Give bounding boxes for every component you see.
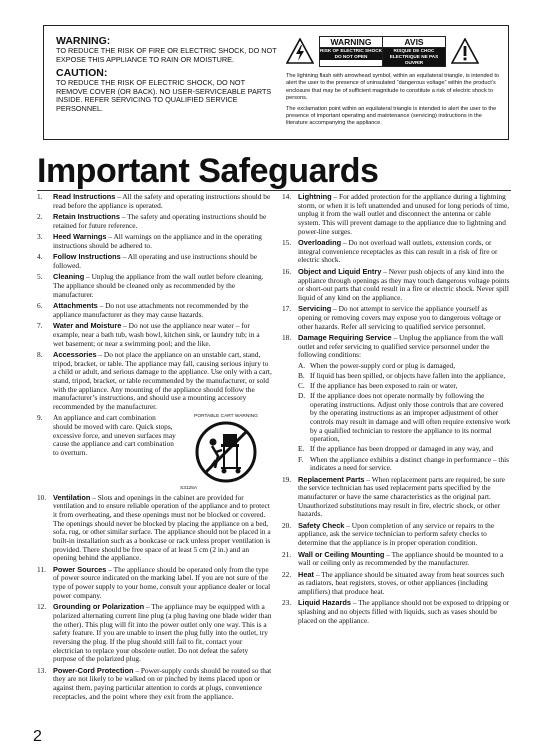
caution-text: TO REDUCE THE RISK OF ELECTRIC SHOCK, DO NOT REMOVE COVER (OR BACK). NO USER-SERVICEABLE PARTS INSIDE. REFER SERVICING TO QUALIFIED SERVICE PERSONNEL. xyxy=(56,78,272,113)
item-number: 4. xyxy=(37,252,43,262)
label-avis-sub: RISQUE DE CHOC ELECTRIQUE NE PAS OUVRIR xyxy=(383,48,445,66)
item-number: 7. xyxy=(37,321,43,331)
item-text: – Slots and openings in the cabinet are provided for ventilation and to ensure reliable operation of the appliance and to protect it from overheating, and these openings must not be blocked or covered. The openings should never be blocked by placing the appliance on a bed, sofa, rug, or other similar surface. The appliance should not be placed in a built-in installation such as a bookcase or rack unless proper ventilation is provided. There should be free space of at least 5 cm (2 in.) and an opening behind the appliance. xyxy=(53,492,271,563)
item-number: 5. xyxy=(37,272,43,282)
list-item xyxy=(37,566,272,601)
label-avis: AVIS xyxy=(383,37,445,48)
sub-text: If the appliance does not operate normally by following the operating instructions. Adjust only those controls that are covered by the operating instructions as an improper adjustment of other controls may result in damage and will often require extensive work by a qualified technician to restore the appliance to its normal operation, xyxy=(310,390,511,444)
item-number: 19. xyxy=(282,474,292,484)
item-heading: Power-Cord Protection xyxy=(53,665,134,675)
item-text: – Never push objects of any kind into the appliance through openings as they may touch dangerous voltage points or short-out parts that could result in a fire or electric shock. Never spill liquid of any kind on the appliance. xyxy=(298,266,510,302)
list-item xyxy=(282,476,511,519)
item-number: 11. xyxy=(37,564,46,574)
item-heading: Servicing xyxy=(298,304,332,314)
sub-condition xyxy=(298,372,511,381)
sub-text: If the appliance has been dropped or damaged in any way, and xyxy=(310,444,494,454)
item-heading: Accessories xyxy=(53,350,97,360)
item-heading: Liquid Hazards xyxy=(298,598,351,608)
item-number: 2. xyxy=(37,212,43,222)
list-item xyxy=(37,253,272,270)
list-item xyxy=(37,233,272,250)
item-text: – For added protection for the appliance during a lightning storm, or when it is left unattended and unused for long periods of time, unplug it from the wall outlet and disconnect the antenna or cable system. This will prevent damage to the appliance due to lightning and power-line surges. xyxy=(298,192,510,236)
list-item xyxy=(37,273,272,299)
list-item xyxy=(282,571,511,597)
warning-text-block xyxy=(56,36,278,114)
warning-text: TO REDUCE THE RISK OF FIRE OR ELECTRIC SHOCK, DO NOT EXPOSE THIS APPLIANCE TO RAIN OR MOISTURE. xyxy=(56,46,277,64)
lightning-triangle-icon xyxy=(286,38,314,64)
list-item xyxy=(282,305,511,331)
sub-letter: E. xyxy=(298,444,305,454)
item-heading: Wall or Ceiling Mounting xyxy=(298,549,385,559)
item-number: 13. xyxy=(37,665,47,675)
list-item xyxy=(37,494,272,563)
item-text: An appliance and cart combination should be moved with care. Quick stops, excessive force, and uneven surfaces may cause the appliance and cart combination to overturn. xyxy=(53,413,176,458)
item-number: 20. xyxy=(282,520,292,530)
item-text: – The appliance should be situated away from heat sources such as radiators, heat registers, stoves, or other appliances (including amplifiers) that produce heat. xyxy=(298,569,505,596)
warning-box xyxy=(43,25,509,140)
label-warning-sub: RISK OF ELECTRIC SHOCK DO NOT OPEN xyxy=(320,47,382,59)
item-text: – When replacement parts are required, be sure the service technician has used replacement parts specified by the manufacturer or have the same characteristics as the original part. Unauthorized substitutions may result in fire, electric shock, or other hazards. xyxy=(298,474,505,519)
sub-letter: F. xyxy=(298,454,304,464)
sub-condition xyxy=(298,392,511,444)
cart-code: S3125A xyxy=(180,486,198,492)
item-number: 9. xyxy=(37,413,43,423)
sub-letter: A. xyxy=(298,360,306,370)
item-text: – Unplug the appliance from the wall outlet and refer servicing to qualified service personnel under the following conditions: xyxy=(298,333,504,360)
portable-cart-figure xyxy=(177,414,272,493)
item-heading: Cleaning xyxy=(53,272,85,282)
list-item xyxy=(282,522,511,548)
item-heading: Heat xyxy=(298,569,315,579)
right-column xyxy=(282,193,511,628)
item-heading: Power Sources xyxy=(53,564,107,574)
item-number: 12. xyxy=(37,602,47,612)
item-number: 3. xyxy=(37,232,43,242)
item-text: – The appliance may be equipped with a polarized alternating current line plug (a plug having one blade wider than the other). This plug will fit into the power outlet only one way. This is a safety feature. If you are unable to insert the plug fully into the outlet, try reversing the plug. If the plug should still fail to fit, contact your electrician to replace your obsolete outlet. Do not defeat the safety purpose of the polarized plug. xyxy=(53,602,272,664)
list-item xyxy=(282,193,511,236)
item-text: – Do not overload wall outlets, extension cords, or integral convenience receptacles as this can result in a risk of fire or electric shock. xyxy=(298,238,498,265)
sub-text: When the power-supply cord or plug is damaged, xyxy=(310,360,456,370)
item-text: – Upon completion of any service or repairs to the appliance, ask the service technician to perform safety checks to determine that the appliance is in proper operation condition. xyxy=(298,520,495,548)
list-item xyxy=(282,334,511,473)
list-item xyxy=(37,302,272,319)
list-item xyxy=(282,268,511,303)
sub-text: If liquid has been spilled, or objects have fallen into the appliance, xyxy=(310,370,506,380)
item-heading: Replacement Parts xyxy=(298,474,365,484)
sub-text: When the appliance exhibits a distinct change in performance – this indicates a need for service. xyxy=(310,454,510,473)
warning-label-row xyxy=(286,34,502,68)
exclamation-description: The exclamation point within an equilateral triangle is intended to alert the user to the presence of important operating and maintenance (servicing) instructions in the literature accompanying the appliance. xyxy=(286,105,497,127)
item-number: 21. xyxy=(282,549,292,559)
item-number: 6. xyxy=(37,301,43,311)
list-item xyxy=(282,239,511,265)
list-item xyxy=(37,603,272,664)
item-text: – Do not use the appliance near water – for example, near a bath tub, wash bowl, kitchen sink, or laundry tub; in a wet basement; or near a swimming pool; and the like. xyxy=(53,321,260,348)
item-text: – Power-supply cords should be routed so that they are not likely to be walked on or pinched by items placed upon or against them, paying particular attention to cords at plugs, convenience receptacles, and the point where they exit from the appliance. xyxy=(53,665,272,701)
item-number: 16. xyxy=(282,266,292,276)
warning-avis-label xyxy=(319,36,446,67)
item-number: 17. xyxy=(282,304,292,314)
sub-condition xyxy=(298,362,511,371)
item-number: 10. xyxy=(37,492,47,502)
list-item xyxy=(37,351,272,412)
title-rule xyxy=(37,190,511,191)
item-heading: Water and Moisture xyxy=(53,321,122,331)
item-number: 18. xyxy=(282,333,292,343)
item-text: – All the safety and operating instructions should be read before the appliance is operated. xyxy=(53,192,271,210)
item-heading: Grounding or Polarization xyxy=(53,602,145,612)
page-number: 2 xyxy=(33,728,42,745)
sub-letter: C. xyxy=(298,380,305,390)
item-heading: Ventilation xyxy=(53,492,91,502)
label-warning: WARNING xyxy=(320,37,382,48)
list-item xyxy=(37,213,272,230)
item-text: – Do not use attachments not recommended by the appliance manufacturer as they may cause hazards. xyxy=(53,301,249,319)
cart-warning-label: PORTABLE CART WARNING xyxy=(194,414,258,420)
warning-heading: WARNING: xyxy=(56,35,111,47)
sub-condition xyxy=(298,382,511,391)
item-text: – Do not place the appliance on an unstable cart, stand, tripod, bracket, or table. The appliance may fall, causing serious injury to a child or adult, and serious damage to the appliance. Use only with a cart, stand, tripod, bracket, or table recommended by the manufacturer, or sold with the appliance. Any mounting of the appliance should follow the manufacturer’s instructions, and should use a mounting accessory recommended by the manufacturer. xyxy=(53,350,272,412)
item-number: 15. xyxy=(282,238,292,248)
item-text: – The safety and operating instructions should be retained for future reference. xyxy=(53,212,267,230)
item-heading: Overloading xyxy=(298,238,342,248)
item-number: 22. xyxy=(282,569,292,579)
item-number: 23. xyxy=(282,598,292,608)
symbol-explanations xyxy=(286,34,502,128)
item-heading: Follow Instructions xyxy=(53,252,121,262)
portable-cart-warning-icon xyxy=(191,420,261,484)
item-text: – The appliance should not be exposed to dripping or splashing and no objects filled with liquids, such as vases should be placed on the appliance. xyxy=(298,598,510,625)
list-item xyxy=(37,414,177,457)
list-item xyxy=(37,667,272,702)
page-title: Important Safeguards xyxy=(37,152,379,190)
item-heading: Heed Warnings xyxy=(53,232,107,242)
lightning-description: The lightning flash with arrowhead symbol, within an equilateral triangle, is intended to alert the user to the presence of uninsulated “dangerous voltage” within the product’s enclosure that may be of sufficient magnitude to constitute a risk of electric shock to persons. xyxy=(286,73,499,102)
sub-letter: B. xyxy=(298,370,305,380)
item-heading: Lightning xyxy=(298,192,332,201)
left-column xyxy=(37,193,272,704)
item-text: – Unplug the appliance from the wall outlet before cleaning. The appliance should be cleaned only as recommended by the manufacturer. xyxy=(53,272,264,299)
item-text: – Do not attempt to service the appliance yourself as opening or removing covers may expose you to dangerous voltage or other hazards. Refer all servicing to qualified service personnel. xyxy=(298,304,502,331)
caution-heading: CAUTION: xyxy=(56,67,108,80)
list-item xyxy=(37,193,272,210)
item-number: 14. xyxy=(282,192,292,201)
item-heading: Retain Instructions xyxy=(53,212,120,222)
item-heading: Damage Requiring Service xyxy=(298,333,392,343)
sub-condition xyxy=(298,456,511,473)
item-heading: Safety Check xyxy=(298,520,345,530)
list-item xyxy=(282,551,511,568)
sub-text: If the appliance has been exposed to rain or water, xyxy=(310,380,458,390)
item-text: – All operating and use instructions should be followed. xyxy=(53,252,257,270)
item-number: 8. xyxy=(37,350,43,360)
item-heading: Attachments xyxy=(53,301,98,311)
sub-condition xyxy=(298,445,511,454)
exclamation-triangle-icon xyxy=(451,38,479,64)
sub-letter: D. xyxy=(298,390,306,400)
item-number: 1. xyxy=(37,192,43,201)
item-text: – The appliance should be operated only from the type of power source indicated on the marking label. If you are not sure of the type of power supply to your home, consult your appliance dealer or local power company. xyxy=(53,564,271,600)
list-item xyxy=(37,322,272,348)
list-item xyxy=(282,599,511,625)
item-heading: Read Instructions xyxy=(53,192,116,201)
item-text: – The appliance should be mounted to a wall or ceiling only as recommended by the manufacturer. xyxy=(298,549,504,568)
item-text: – All warnings on the appliance and in the operating instructions should be adhered to. xyxy=(53,232,262,250)
item-heading: Object and Liquid Entry xyxy=(298,266,382,276)
